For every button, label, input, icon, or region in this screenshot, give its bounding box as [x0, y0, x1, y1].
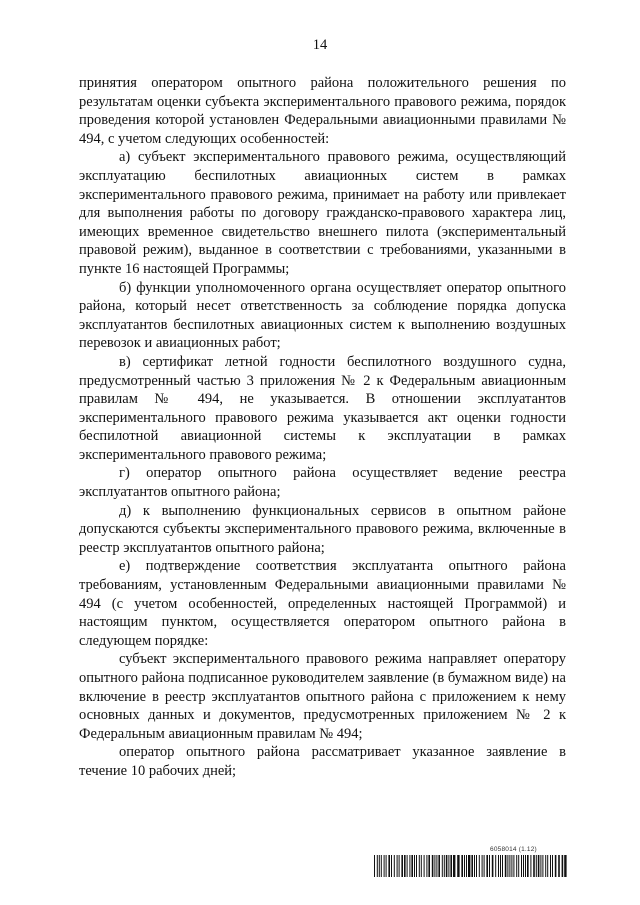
paragraph-item-c: в) сертификат летной годности беспилотного воздушного судна, предусмотренный частью 3 приложения № 2 к Федеральным авиационным правилам № 494, не указывается. В отношении эксплуатантов экспериментального правового режима указывается акт оценки годности беспилотной авиационной системы к эксплуатации в рамках экспериментального правового режима; — [79, 353, 566, 463]
paragraph-item-a: а) субъект экспериментального правового режима, осуществляющий эксплуатацию беспилотных авиационных систем в рамках экспериментального правового режима, принимает на работу или привлекает для выполнения работы по договору гражданско-правового характера лиц, имеющих временное свидетельство внешнего пилота (экспериментальный правовой режим), выданное в соответствии с требованиями, указанными в пункте 16 настоящей Программы; — [79, 149, 566, 277]
paragraph-intro: принятия оператором опытного района положительного решения по результатам оценки субъекта экспериментального правового режима, порядок проведения которой установлен Федеральными авиационными правилами № 494, с учетом следующих особенностей: — [79, 75, 566, 147]
paragraph-item-b: б) функции уполномоченного органа осуществляет оператор опытного района, который несет ответственность за соблюдение порядка допуска эксплуатантов беспилотных авиационных систем к выполнению воздушных перевозок и авиационных работ; — [79, 279, 566, 352]
paragraph-item-e: д) к выполнению функциональных сервисов в опытном районе допускаются субъекты экспериментального правового режима, включенные в реестр эксплуатантов опытного района; — [79, 502, 566, 556]
barcode-icon — [374, 855, 569, 877]
paragraph-item-d: г) оператор опытного района осуществляет ведение реестра эксплуатантов опытного района; — [79, 465, 566, 501]
document-body — [79, 74, 566, 781]
document-code: 6058014 (1.12) — [490, 846, 537, 853]
paragraph-procedure-step-1: субъект экспериментального правового режима направляет оператору опытного района подписанное руководителем заявление (в бумажном виде) на включение в реестр эксплуатантов опытного района с приложением к нему основных данных и документов, предусмотренных приложением № 2 к Федеральным авиационным правилам № 494; — [79, 651, 566, 742]
page-number: 14 — [312, 37, 328, 53]
paragraph-procedure-step-2: оператор опытного района рассматривает указанное заявление в течение 10 рабочих дней; — [79, 744, 566, 779]
paragraph-item-f: е) подтверждение соответствия эксплуатанта опытного района требованиям, установленным Федеральными авиационными правилами № 494 (с учетом особенностей, определенных настоящей Программой) и настоящим пунктом, осуществляется оператором опытного района в следующем порядке: — [79, 558, 566, 649]
